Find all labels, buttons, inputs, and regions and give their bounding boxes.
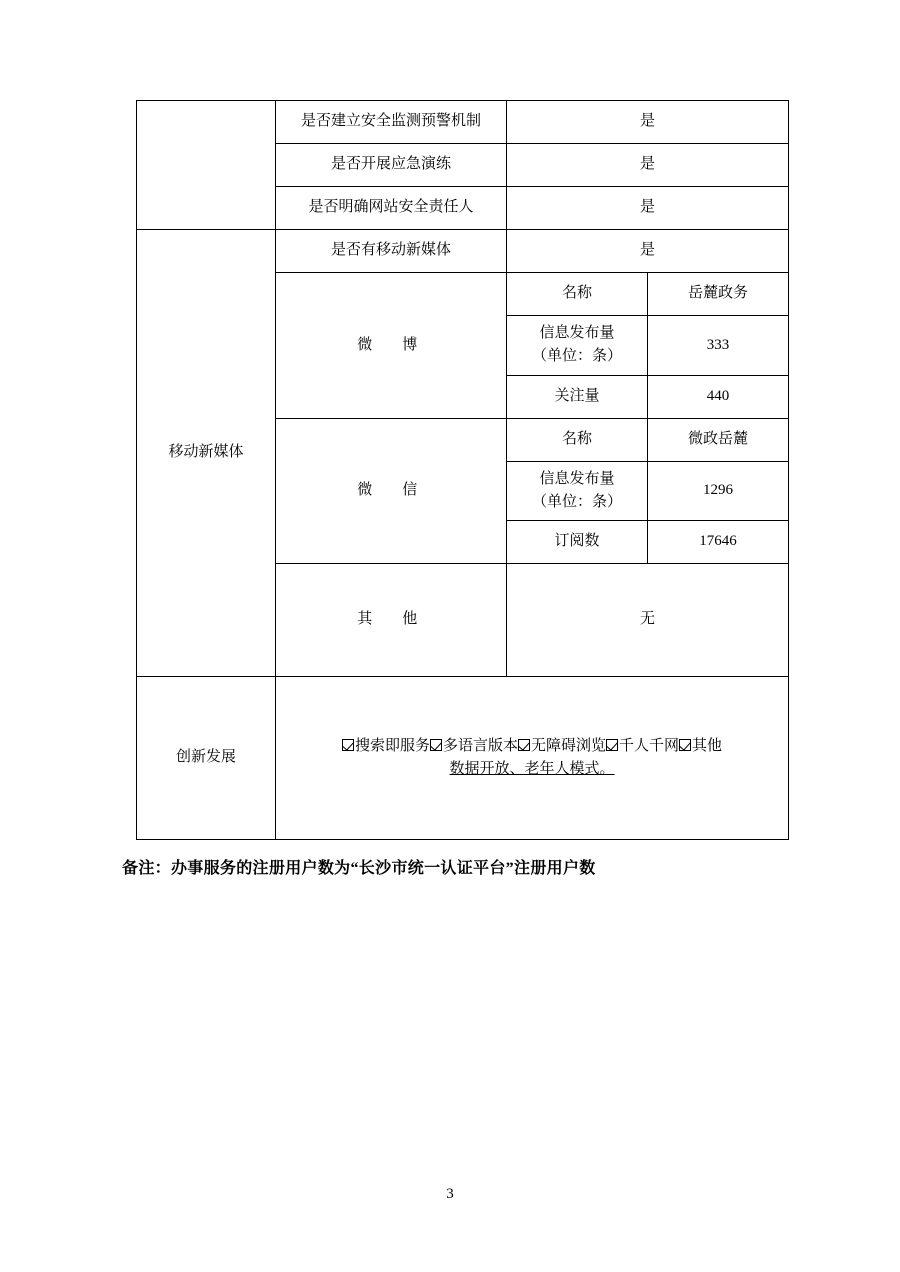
innovation-option-4: 千人千网 — [619, 737, 680, 754]
row-value-security-officer: 是 — [507, 187, 789, 230]
section-label-mobile-media: 移动新媒体 — [137, 230, 276, 677]
weibo-name-value: 岳麓政务 — [648, 273, 789, 316]
weixin-publish-count-key — [507, 461, 648, 521]
weibo-publish-count-key — [507, 316, 648, 376]
weixin-name-value: 微政岳麓 — [648, 418, 789, 461]
weixin-subscribers-key: 订阅数 — [507, 521, 648, 564]
weibo-publish-count-value: 333 — [648, 316, 789, 376]
innovation-option-2: 多语言版本 — [442, 737, 518, 754]
checkbox-checked-icon[interactable] — [606, 739, 618, 751]
section-label-innovation: 创新发展 — [137, 677, 276, 840]
checkbox-checked-icon[interactable] — [518, 739, 530, 751]
row-label-emergency-drill: 是否开展应急演练 — [276, 144, 507, 187]
weibo-followers-key: 关注量 — [507, 375, 648, 418]
row-value-has-mobile-media: 是 — [507, 230, 789, 273]
weixin-name-key: 名称 — [507, 418, 648, 461]
row-label-has-mobile-media: 是否有移动新媒体 — [276, 230, 507, 273]
weibo-name-key: 名称 — [507, 273, 648, 316]
weibo-publish-count-key-line2: （单位：条） — [531, 348, 622, 365]
table-row — [137, 230, 789, 273]
innovation-option-3: 无障碍浏览 — [531, 737, 607, 754]
checkbox-checked-icon[interactable] — [430, 739, 442, 751]
weixin-publish-count-key-line2: （单位：条） — [531, 493, 622, 510]
innovation-options-cell — [276, 677, 789, 840]
row-value-emergency-drill: 是 — [507, 144, 789, 187]
row-value-security-warning: 是 — [507, 101, 789, 144]
innovation-option-5: 其他 — [692, 737, 723, 754]
row-label-weibo: 微 博 — [276, 273, 507, 419]
weixin-subscribers-value: 17646 — [648, 521, 789, 564]
innovation-option-1: 搜索即服务 — [354, 737, 430, 754]
footnote-remark: 备注：办事服务的注册用户数为“长沙市统一认证平台”注册用户数 — [122, 860, 596, 877]
weibo-followers-value: 440 — [648, 375, 789, 418]
page-number: 3 — [446, 1186, 454, 1202]
weibo-publish-count-key-line1: 信息发布量 — [539, 325, 615, 341]
row-value-other-media: 无 — [507, 564, 789, 677]
row-label-other-media: 其 他 — [276, 564, 507, 677]
government-website-report-table — [136, 100, 789, 840]
table-row — [137, 101, 789, 144]
security-section-label — [137, 101, 276, 230]
row-label-weixin: 微 信 — [276, 418, 507, 564]
checkbox-checked-icon[interactable] — [679, 739, 691, 751]
weixin-publish-count-value: 1296 — [648, 461, 789, 521]
checkbox-checked-icon[interactable] — [342, 739, 354, 751]
row-label-security-officer: 是否明确网站安全责任人 — [276, 187, 507, 230]
row-label-security-warning: 是否建立安全监测预警机制 — [276, 101, 507, 144]
innovation-extra-text: 数据开放、老年人模式。 — [449, 761, 615, 777]
table-row — [137, 677, 789, 840]
weixin-publish-count-key-line1: 信息发布量 — [539, 470, 615, 487]
innovation-options-line — [280, 735, 784, 758]
